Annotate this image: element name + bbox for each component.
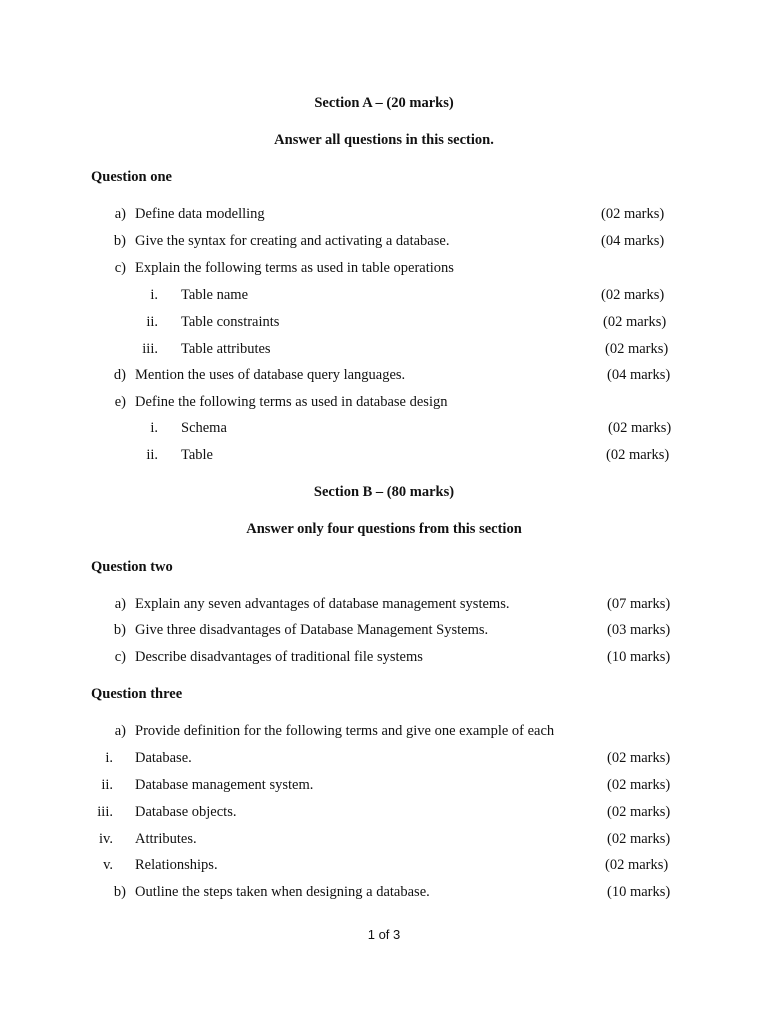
q2-c-marks: (10 marks) xyxy=(607,649,671,665)
q1-c-i-marks: (02 marks) xyxy=(601,287,665,303)
q1-e-ii-text: Table xyxy=(181,447,213,463)
q1-c-ii-marks: (02 marks) xyxy=(603,314,667,330)
question-three-title: Question three xyxy=(91,686,183,702)
q1-b-label: b) xyxy=(113,233,126,249)
q1-c-iii-label: iii. xyxy=(142,341,158,357)
q2-c-text: Describe disadvantages of traditional file systems xyxy=(135,649,423,665)
q3-a-ii-label: ii. xyxy=(101,777,113,793)
q3-a-iii-text: Database objects. xyxy=(135,804,237,820)
q1-d-label: d) xyxy=(113,367,126,383)
q1-e-i-label: i. xyxy=(150,420,158,436)
q1-b-text: Give the syntax for creating and activating a database. xyxy=(135,233,450,249)
q3-a-iii-marks: (02 marks) xyxy=(607,804,671,820)
q1-c-text: Explain the following terms as used in table operations xyxy=(135,260,454,276)
q2-a-marks: (07 marks) xyxy=(607,596,671,612)
q3-a-i-label: i. xyxy=(105,750,113,766)
q3-a-iv-text: Attributes. xyxy=(135,831,197,847)
q3-a-text: Provide definition for the following terms and give one example of each xyxy=(135,723,555,739)
q2-b-text: Give three disadvantages of Database Management Systems. xyxy=(135,622,489,638)
q3-a-v-marks: (02 marks) xyxy=(605,857,669,873)
q3-a-iv-marks: (02 marks) xyxy=(607,831,671,847)
q3-a-v-text: Relationships. xyxy=(135,857,218,873)
q3-a-label: a) xyxy=(114,723,126,739)
question-one-title: Question one xyxy=(91,169,172,185)
q3-a-iv-label: iv. xyxy=(99,831,113,847)
q3-a-v-label: v. xyxy=(103,857,113,873)
q1-a-text: Define data modelling xyxy=(135,206,265,222)
q3-a-i-marks: (02 marks) xyxy=(607,750,671,766)
section-b-title: Section B – (80 marks) xyxy=(313,484,455,500)
q1-a-marks: (02 marks) xyxy=(601,206,665,222)
q1-e-i-marks: (02 marks) xyxy=(608,420,672,436)
q1-d-text: Mention the uses of database query languages. xyxy=(135,367,406,383)
q2-b-marks: (03 marks) xyxy=(607,622,671,638)
question-two-title: Question two xyxy=(91,559,173,575)
page-number: 1 of 3 xyxy=(367,927,401,942)
q2-c-label: c) xyxy=(114,649,126,665)
q1-c-label: c) xyxy=(114,260,126,276)
q3-b-text: Outline the steps taken when designing a database. xyxy=(135,884,430,900)
q3-a-iii-label: iii. xyxy=(97,804,113,820)
q3-a-i-text: Database. xyxy=(135,750,192,766)
q1-c-ii-text: Table constraints xyxy=(181,314,280,330)
q1-e-ii-marks: (02 marks) xyxy=(606,447,670,463)
q2-b-label: b) xyxy=(113,622,126,638)
q2-a-label: a) xyxy=(114,596,126,612)
section-a-title: Section A – (20 marks) xyxy=(314,95,454,111)
q3-b-marks: (10 marks) xyxy=(607,884,671,900)
q1-e-ii-label: ii. xyxy=(146,447,158,463)
q1-a-label: a) xyxy=(114,206,126,222)
q3-a-ii-marks: (02 marks) xyxy=(607,777,671,793)
q1-c-iii-text: Table attributes xyxy=(181,341,271,357)
q1-c-i-label: i. xyxy=(150,287,158,303)
section-b-instruction: Answer only four questions from this section xyxy=(246,521,522,537)
q1-e-text: Define the following terms as used in database design xyxy=(135,394,448,410)
q1-e-label: e) xyxy=(114,394,126,410)
q2-a-text: Explain any seven advantages of database management systems. xyxy=(135,596,510,612)
q1-d-marks: (04 marks) xyxy=(607,367,671,383)
q1-c-i-text: Table name xyxy=(181,287,249,303)
q3-a-ii-text: Database management system. xyxy=(135,777,314,793)
q3-b-label: b) xyxy=(113,884,126,900)
q1-b-marks: (04 marks) xyxy=(601,233,665,249)
q1-c-ii-label: ii. xyxy=(146,314,158,330)
q1-c-iii-marks: (02 marks) xyxy=(605,341,669,357)
q1-e-i-text: Schema xyxy=(181,420,227,436)
section-a-instruction: Answer all questions in this section. xyxy=(274,132,494,148)
